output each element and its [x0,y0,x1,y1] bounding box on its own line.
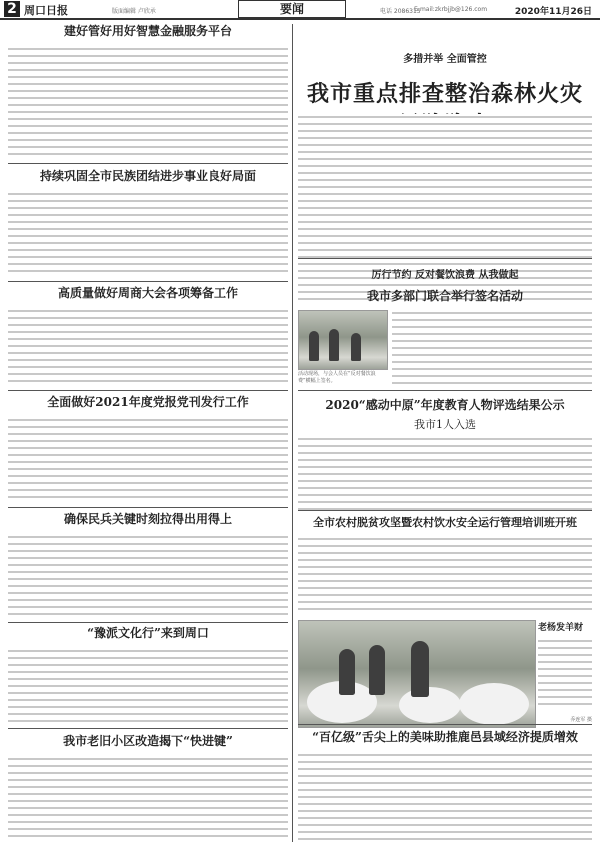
page-number: 2 [4,1,20,17]
rule [8,390,288,391]
person-figure [369,645,385,695]
headline: 高质量做好周商大会各项筹备工作 [57,286,238,300]
sheep [399,687,461,723]
person-figure [411,641,429,697]
rule [8,507,288,508]
article-forest-fire-risk [298,50,592,254]
headline: 2020“感动中原”年度教育人物评选结果公示 [325,398,565,412]
headline: 建好管好用好智慧金融服务平台 [63,24,232,38]
article-body [8,534,288,618]
rule [298,510,592,511]
headline: “豫派文化行”来到周口 [87,626,209,640]
article-body [8,648,288,724]
rule [298,724,592,725]
article-food-waste-signing [298,266,592,384]
article-body [8,756,288,842]
email: E-mail:zkrbjjb@126.com [414,6,488,13]
photo-credit: 乔连军 摄 [570,717,592,723]
sheep-farm-photo [298,620,536,728]
article-body [298,436,592,510]
article-militia [8,512,288,618]
headline: “百亿级”舌尖上的美味助推鹿邑县域经济提质增效 [312,730,578,744]
headline: 我市老旧小区改造揭下“快进键” [63,734,233,748]
article-body [8,308,288,386]
article-smart-finance [8,24,288,160]
section-title: 要闻 [238,0,346,18]
photo-caption: 活动现场，与会人员在“反对餐饮浪费”横幅上签名。 [298,371,376,384]
rule [8,622,288,623]
article-rural-water-training [298,516,592,723]
signing-photo [298,310,388,370]
person-figure [329,329,339,361]
article-body [8,46,288,158]
publication-date: 2020年11月26日 [514,7,592,17]
headline: 我市多部门联合举行签名活动 [366,289,523,303]
article-body [392,310,592,384]
headline: 全市农村脱贫攻坚暨农村饮水安全运行管理培训班开班 [313,516,577,529]
article-education-figures [298,398,592,508]
rule [8,163,288,164]
article-zhoushang-meeting [8,286,288,386]
headline: 全面做好2021年度党报党刊发行工作 [47,395,249,409]
sheep [459,683,529,725]
article-body [8,191,288,277]
article-party-newspaper-distribution [8,395,288,503]
rule [298,390,592,391]
article-body [298,536,592,614]
headline: 持续巩固全市民族团结进步事业良好局面 [39,169,256,183]
photo-headline: 老杨发羊财 [538,623,584,633]
main-headline: 我市重点排查整治森林火灾 [306,81,583,107]
article-old-community-renovation [8,734,288,842]
rule [8,728,288,729]
article-ethnic-unity [8,169,288,277]
article-body [298,752,592,842]
person-figure [309,331,319,361]
article-body [8,417,288,503]
rule [8,281,288,282]
sheep-photo-story [538,620,592,726]
person-figure [339,649,355,695]
kicker: 厉行节约 反对餐饮浪费 从我做起 [371,270,519,281]
editor-line: 版面编辑 卢欣承 [112,8,156,15]
rule [298,258,592,259]
telephone: 电话 2086315 [380,8,421,15]
article-henan-culture-tour [8,626,288,724]
column-rule [292,24,293,842]
photo-text [538,638,592,710]
newspaper-name: 周口日报 [24,4,68,17]
article-luyi-food-industry [298,730,592,842]
page-header [0,0,600,20]
kicker: 多措并举 全面管控 [403,54,487,65]
headline: 确保民兵关键时刻拉得出用得上 [63,512,232,526]
person-figure [351,333,361,361]
subheadline: 我市1人入选 [414,418,476,431]
